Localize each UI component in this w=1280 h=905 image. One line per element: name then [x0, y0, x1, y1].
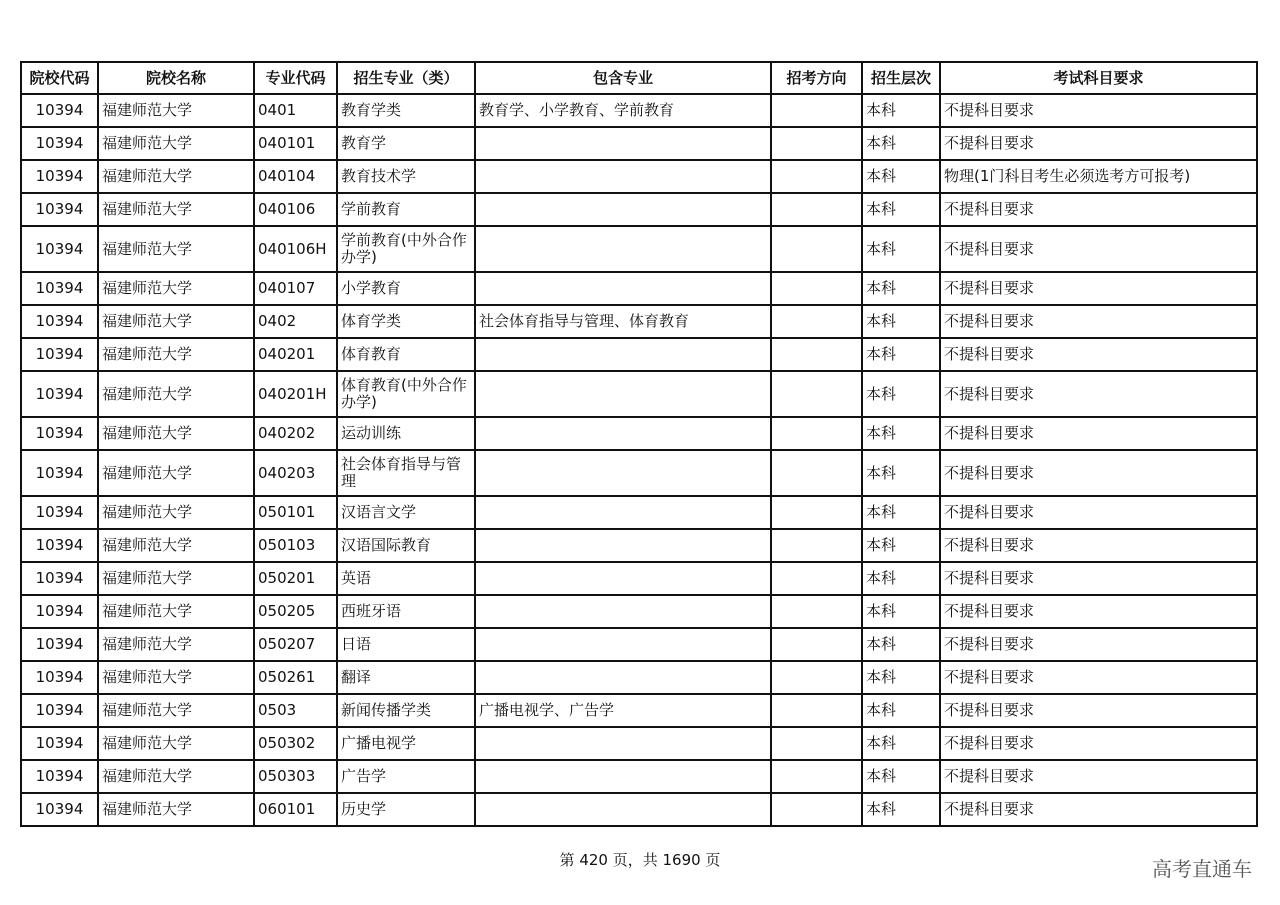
cell-subject-requirement: 不提科目要求 [940, 727, 1257, 760]
cell-direction [771, 193, 862, 226]
cell-subject-requirement: 不提科目要求 [940, 193, 1257, 226]
table-row [21, 628, 1257, 661]
cell-included-majors [475, 661, 771, 694]
table-body [21, 94, 1257, 826]
header-major-code: 专业代码 [254, 62, 337, 94]
cell-level: 本科 [862, 305, 940, 338]
cell-included-majors [475, 450, 771, 496]
cell-included-majors: 广播电视学、广告学 [475, 694, 771, 727]
cell-included-majors [475, 338, 771, 371]
cell-major: 社会体育指导与管理 [337, 450, 475, 496]
cell-subject-requirement: 不提科目要求 [940, 450, 1257, 496]
cell-school-code: 10394 [21, 127, 98, 160]
cell-major: 教育技术学 [337, 160, 475, 193]
cell-major-code: 040106H [254, 226, 337, 272]
cell-major: 广播电视学 [337, 727, 475, 760]
cell-school-code: 10394 [21, 661, 98, 694]
admission-majors-table [20, 61, 1258, 827]
cell-school-name: 福建师范大学 [98, 694, 254, 727]
cell-level: 本科 [862, 193, 940, 226]
cell-major: 日语 [337, 628, 475, 661]
cell-major: 历史学 [337, 793, 475, 826]
cell-major-code: 0401 [254, 94, 337, 127]
cell-major-code: 040201 [254, 338, 337, 371]
cell-included-majors [475, 193, 771, 226]
cell-included-majors: 社会体育指导与管理、体育教育 [475, 305, 771, 338]
cell-included-majors [475, 628, 771, 661]
cell-school-code: 10394 [21, 595, 98, 628]
cell-school-name: 福建师范大学 [98, 417, 254, 450]
cell-subject-requirement: 不提科目要求 [940, 226, 1257, 272]
cell-level: 本科 [862, 371, 940, 417]
cell-school-name: 福建师范大学 [98, 272, 254, 305]
cell-direction [771, 127, 862, 160]
cell-school-name: 福建师范大学 [98, 226, 254, 272]
cell-subject-requirement: 不提科目要求 [940, 417, 1257, 450]
cell-school-code: 10394 [21, 272, 98, 305]
table-row [21, 694, 1257, 727]
cell-school-code: 10394 [21, 371, 98, 417]
cell-major-code: 050207 [254, 628, 337, 661]
cell-school-name: 福建师范大学 [98, 94, 254, 127]
cell-subject-requirement: 不提科目要求 [940, 94, 1257, 127]
cell-level: 本科 [862, 338, 940, 371]
table-row [21, 562, 1257, 595]
cell-school-code: 10394 [21, 694, 98, 727]
table-row [21, 94, 1257, 127]
cell-included-majors [475, 496, 771, 529]
cell-included-majors [475, 760, 771, 793]
table-row [21, 496, 1257, 529]
table-row [21, 417, 1257, 450]
cell-major-code: 050205 [254, 595, 337, 628]
header-school-code: 院校代码 [21, 62, 98, 94]
cell-major: 新闻传播学类 [337, 694, 475, 727]
cell-included-majors [475, 127, 771, 160]
cell-level: 本科 [862, 272, 940, 305]
cell-school-code: 10394 [21, 338, 98, 371]
cell-major: 体育教育 [337, 338, 475, 371]
cell-included-majors [475, 417, 771, 450]
cell-school-name: 福建师范大学 [98, 193, 254, 226]
cell-major-code: 040107 [254, 272, 337, 305]
header-school-name: 院校名称 [98, 62, 254, 94]
cell-subject-requirement: 不提科目要求 [940, 371, 1257, 417]
cell-level: 本科 [862, 496, 940, 529]
cell-major: 汉语国际教育 [337, 529, 475, 562]
cell-subject-requirement: 不提科目要求 [940, 305, 1257, 338]
header-included-majors: 包含专业 [475, 62, 771, 94]
cell-subject-requirement: 不提科目要求 [940, 661, 1257, 694]
table-row [21, 305, 1257, 338]
cell-major-code: 040106 [254, 193, 337, 226]
cell-major: 汉语言文学 [337, 496, 475, 529]
table-row [21, 371, 1257, 417]
cell-major-code: 050303 [254, 760, 337, 793]
cell-major: 西班牙语 [337, 595, 475, 628]
cell-direction [771, 450, 862, 496]
cell-included-majors [475, 226, 771, 272]
cell-school-name: 福建师范大学 [98, 496, 254, 529]
cell-level: 本科 [862, 94, 940, 127]
cell-level: 本科 [862, 127, 940, 160]
cell-school-code: 10394 [21, 727, 98, 760]
cell-direction [771, 760, 862, 793]
cell-major-code: 050103 [254, 529, 337, 562]
cell-level: 本科 [862, 793, 940, 826]
cell-level: 本科 [862, 160, 940, 193]
cell-level: 本科 [862, 529, 940, 562]
table-row [21, 160, 1257, 193]
cell-major: 运动训练 [337, 417, 475, 450]
cell-subject-requirement: 不提科目要求 [940, 338, 1257, 371]
cell-subject-requirement: 不提科目要求 [940, 127, 1257, 160]
cell-school-code: 10394 [21, 760, 98, 793]
cell-direction [771, 562, 862, 595]
cell-major: 翻译 [337, 661, 475, 694]
cell-major-code: 060101 [254, 793, 337, 826]
cell-major-code: 050201 [254, 562, 337, 595]
cell-school-code: 10394 [21, 417, 98, 450]
cell-major: 教育学类 [337, 94, 475, 127]
cell-school-code: 10394 [21, 496, 98, 529]
cell-subject-requirement: 不提科目要求 [940, 272, 1257, 305]
cell-level: 本科 [862, 450, 940, 496]
cell-school-name: 福建师范大学 [98, 450, 254, 496]
cell-school-name: 福建师范大学 [98, 727, 254, 760]
header-level: 招生层次 [862, 62, 940, 94]
cell-school-code: 10394 [21, 628, 98, 661]
cell-school-code: 10394 [21, 160, 98, 193]
cell-subject-requirement: 不提科目要求 [940, 694, 1257, 727]
cell-subject-requirement: 不提科目要求 [940, 628, 1257, 661]
cell-included-majors [475, 793, 771, 826]
cell-direction [771, 496, 862, 529]
cell-direction [771, 727, 862, 760]
cell-level: 本科 [862, 562, 940, 595]
cell-level: 本科 [862, 760, 940, 793]
cell-school-name: 福建师范大学 [98, 529, 254, 562]
cell-subject-requirement: 不提科目要求 [940, 760, 1257, 793]
cell-major: 体育教育(中外合作办学) [337, 371, 475, 417]
cell-school-code: 10394 [21, 793, 98, 826]
cell-major-code: 040104 [254, 160, 337, 193]
cell-major: 英语 [337, 562, 475, 595]
table-row [21, 127, 1257, 160]
cell-major: 学前教育(中外合作办学) [337, 226, 475, 272]
cell-direction [771, 595, 862, 628]
cell-direction [771, 628, 862, 661]
cell-direction [771, 793, 862, 826]
cell-direction [771, 160, 862, 193]
cell-included-majors [475, 160, 771, 193]
cell-school-code: 10394 [21, 562, 98, 595]
cell-major-code: 040203 [254, 450, 337, 496]
cell-direction [771, 305, 862, 338]
cell-level: 本科 [862, 417, 940, 450]
cell-level: 本科 [862, 628, 940, 661]
cell-major-code: 050302 [254, 727, 337, 760]
cell-school-name: 福建师范大学 [98, 371, 254, 417]
cell-school-name: 福建师范大学 [98, 562, 254, 595]
cell-included-majors [475, 727, 771, 760]
cell-school-name: 福建师范大学 [98, 628, 254, 661]
header-major: 招生专业（类） [337, 62, 475, 94]
cell-direction [771, 338, 862, 371]
cell-direction [771, 226, 862, 272]
cell-school-code: 10394 [21, 193, 98, 226]
table-row [21, 793, 1257, 826]
cell-school-name: 福建师范大学 [98, 760, 254, 793]
cell-major-code: 040101 [254, 127, 337, 160]
cell-included-majors: 教育学、小学教育、学前教育 [475, 94, 771, 127]
table-header-row [21, 62, 1257, 94]
cell-school-name: 福建师范大学 [98, 793, 254, 826]
cell-subject-requirement: 物理(1门科目考生必须选考方可报考) [940, 160, 1257, 193]
cell-school-code: 10394 [21, 94, 98, 127]
cell-major-code: 040202 [254, 417, 337, 450]
table-row [21, 450, 1257, 496]
cell-level: 本科 [862, 727, 940, 760]
cell-included-majors [475, 272, 771, 305]
cell-major: 广告学 [337, 760, 475, 793]
cell-direction [771, 694, 862, 727]
cell-included-majors [475, 595, 771, 628]
cell-school-name: 福建师范大学 [98, 305, 254, 338]
table-row [21, 595, 1257, 628]
cell-subject-requirement: 不提科目要求 [940, 496, 1257, 529]
header-direction: 招考方向 [771, 62, 862, 94]
cell-school-code: 10394 [21, 450, 98, 496]
table-row [21, 193, 1257, 226]
header-subject-requirement: 考试科目要求 [940, 62, 1257, 94]
watermark: 高考直通车 [1152, 857, 1252, 881]
cell-school-name: 福建师范大学 [98, 595, 254, 628]
cell-level: 本科 [862, 226, 940, 272]
cell-subject-requirement: 不提科目要求 [940, 529, 1257, 562]
cell-major-code: 040201H [254, 371, 337, 417]
cell-included-majors [475, 529, 771, 562]
cell-school-name: 福建师范大学 [98, 160, 254, 193]
table-row [21, 727, 1257, 760]
table-row [21, 760, 1257, 793]
cell-major: 教育学 [337, 127, 475, 160]
cell-level: 本科 [862, 595, 940, 628]
cell-school-code: 10394 [21, 305, 98, 338]
cell-subject-requirement: 不提科目要求 [940, 562, 1257, 595]
cell-included-majors [475, 562, 771, 595]
cell-level: 本科 [862, 661, 940, 694]
table-row [21, 661, 1257, 694]
table-row [21, 272, 1257, 305]
cell-major-code: 0402 [254, 305, 337, 338]
cell-school-name: 福建师范大学 [98, 338, 254, 371]
cell-major: 学前教育 [337, 193, 475, 226]
cell-school-name: 福建师范大学 [98, 661, 254, 694]
cell-major-code: 0503 [254, 694, 337, 727]
cell-major: 体育学类 [337, 305, 475, 338]
page-number: 第 420 页，共 1690 页 [559, 851, 721, 869]
cell-school-name: 福建师范大学 [98, 127, 254, 160]
cell-subject-requirement: 不提科目要求 [940, 595, 1257, 628]
table-row [21, 338, 1257, 371]
cell-school-code: 10394 [21, 226, 98, 272]
cell-level: 本科 [862, 694, 940, 727]
cell-direction [771, 417, 862, 450]
cell-major-code: 050261 [254, 661, 337, 694]
cell-direction [771, 529, 862, 562]
cell-direction [771, 94, 862, 127]
cell-direction [771, 371, 862, 417]
cell-included-majors [475, 371, 771, 417]
cell-direction [771, 661, 862, 694]
table-row [21, 226, 1257, 272]
cell-direction [771, 272, 862, 305]
cell-school-code: 10394 [21, 529, 98, 562]
cell-major-code: 050101 [254, 496, 337, 529]
table-row [21, 529, 1257, 562]
cell-major: 小学教育 [337, 272, 475, 305]
cell-subject-requirement: 不提科目要求 [940, 793, 1257, 826]
